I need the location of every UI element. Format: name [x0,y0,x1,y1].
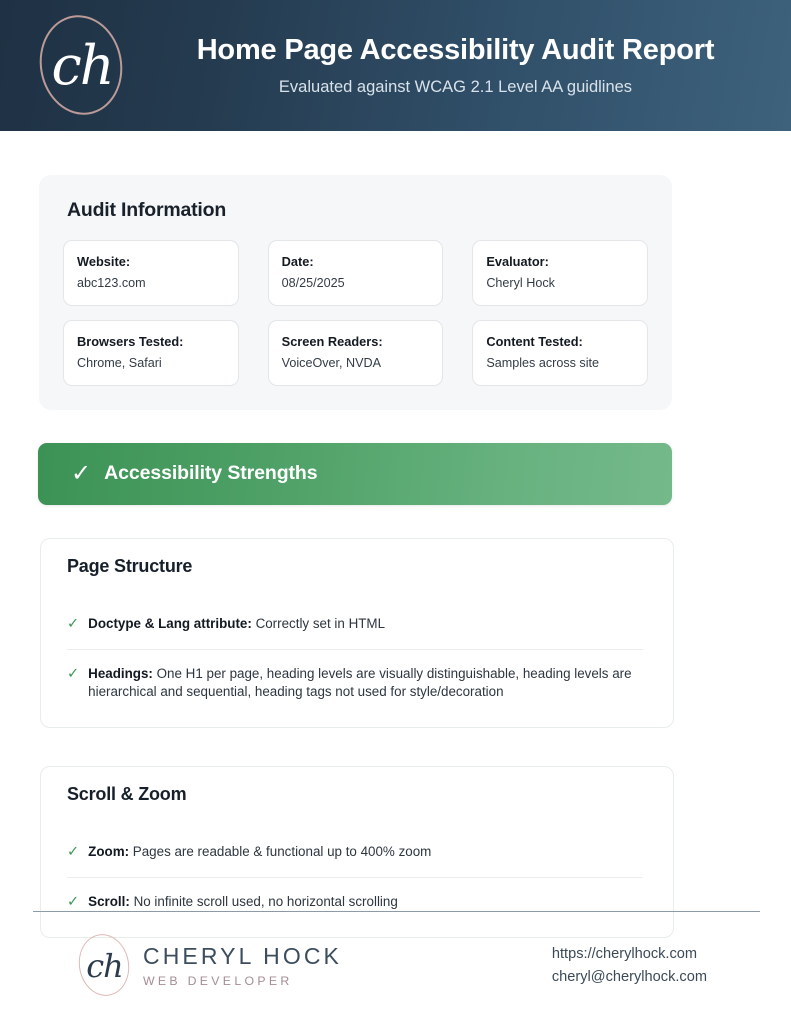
audit-information-title: Audit Information [67,199,227,221]
footer-website-link[interactable]: https://cherylhock.com [551,946,698,963]
list-item-term: Scroll: [88,893,130,909]
info-card-value: VoiceOver, NVDA [281,356,382,370]
info-card-value: Samples across site [486,356,600,370]
check-icon: ✓ [67,665,80,682]
info-card-label: Screen Readers: [281,333,383,349]
check-icon: ✓ [67,893,80,910]
audit-information-grid [63,240,648,386]
footer-logo [72,930,134,1002]
list-item-detail: One H1 per page, heading levels are visually distinguishable, heading levels are hierarchical and sequential, heading tags not used for style/decoration [88,665,632,700]
info-card-label: Evaluator: [486,254,549,269]
footer-brand-name: CHERYL HOCK [143,943,342,970]
page-title: Home Page Accessibility Audit Report [196,33,715,66]
info-card-value: Cheryl Hock [486,276,555,291]
footer-brand-role: WEB DEVELOPER [143,973,293,988]
info-card-value: Chrome, Safari [77,356,162,370]
brand-logo [28,9,132,123]
info-card-label: Content Tested: [486,333,583,349]
section-card-scroll-and-zoom [40,766,674,938]
info-card-date [268,240,444,306]
list-item [67,649,643,717]
accessibility-strengths-banner [38,443,672,505]
list-item-detail: Correctly set in HTML [255,615,386,631]
info-card-value: abc123.com [77,276,146,291]
section-body [41,822,673,937]
accessibility-strengths-title: Accessibility Strengths [104,462,318,485]
section-card-page-structure [40,538,674,728]
report-footer [0,930,791,1002]
list-item-term: Headings: [88,665,153,681]
info-card-label: Browsers Tested: [77,333,184,349]
report-header [0,0,791,131]
section-header [41,767,673,822]
check-icon: ✓ [67,843,80,860]
check-icon: ✓ [67,615,80,632]
info-card-content-tested [472,320,648,386]
list-item-text [88,893,398,912]
footer-brand [72,930,342,1002]
page-subtitle: Evaluated against WCAG 2.1 Level AA guidlines [278,78,633,97]
list-item [67,828,643,877]
info-card-evaluator [472,240,648,306]
info-card-label: Date: [281,254,314,269]
list-item-text [88,665,643,702]
list-item-term: Zoom: [88,843,130,859]
info-card-website [63,240,239,306]
list-item-text [88,843,431,862]
logo-monogram-text: ch [86,947,123,985]
list-item-detail: Pages are readable & functional up to 400% zoom [132,843,432,859]
footer-brand-names [143,944,342,987]
audit-information-panel [39,175,672,410]
list-item [67,600,643,649]
info-card-label: Website: [77,254,131,269]
logo-monogram-text: ch [51,34,113,97]
info-card-browsers-tested [63,320,239,386]
section-body [41,594,673,727]
section-title: Page Structure [67,555,193,576]
list-item-detail: No infinite scroll used, no horizontal scrolling [133,893,398,909]
info-card-screen-readers [268,320,444,386]
footer-contact [552,943,707,989]
list-item-text [88,615,385,634]
footer-divider [33,911,760,912]
section-header [41,539,673,594]
check-icon: ✓ [71,459,92,487]
list-item [67,877,643,927]
section-title: Scroll & Zoom [67,783,187,804]
header-text-block [140,34,791,97]
footer-email-link[interactable]: cheryl@cherylhock.com [551,969,707,985]
info-card-value: 08/25/2025 [281,276,345,291]
list-item-term: Doctype & Lang attribute: [88,615,252,631]
